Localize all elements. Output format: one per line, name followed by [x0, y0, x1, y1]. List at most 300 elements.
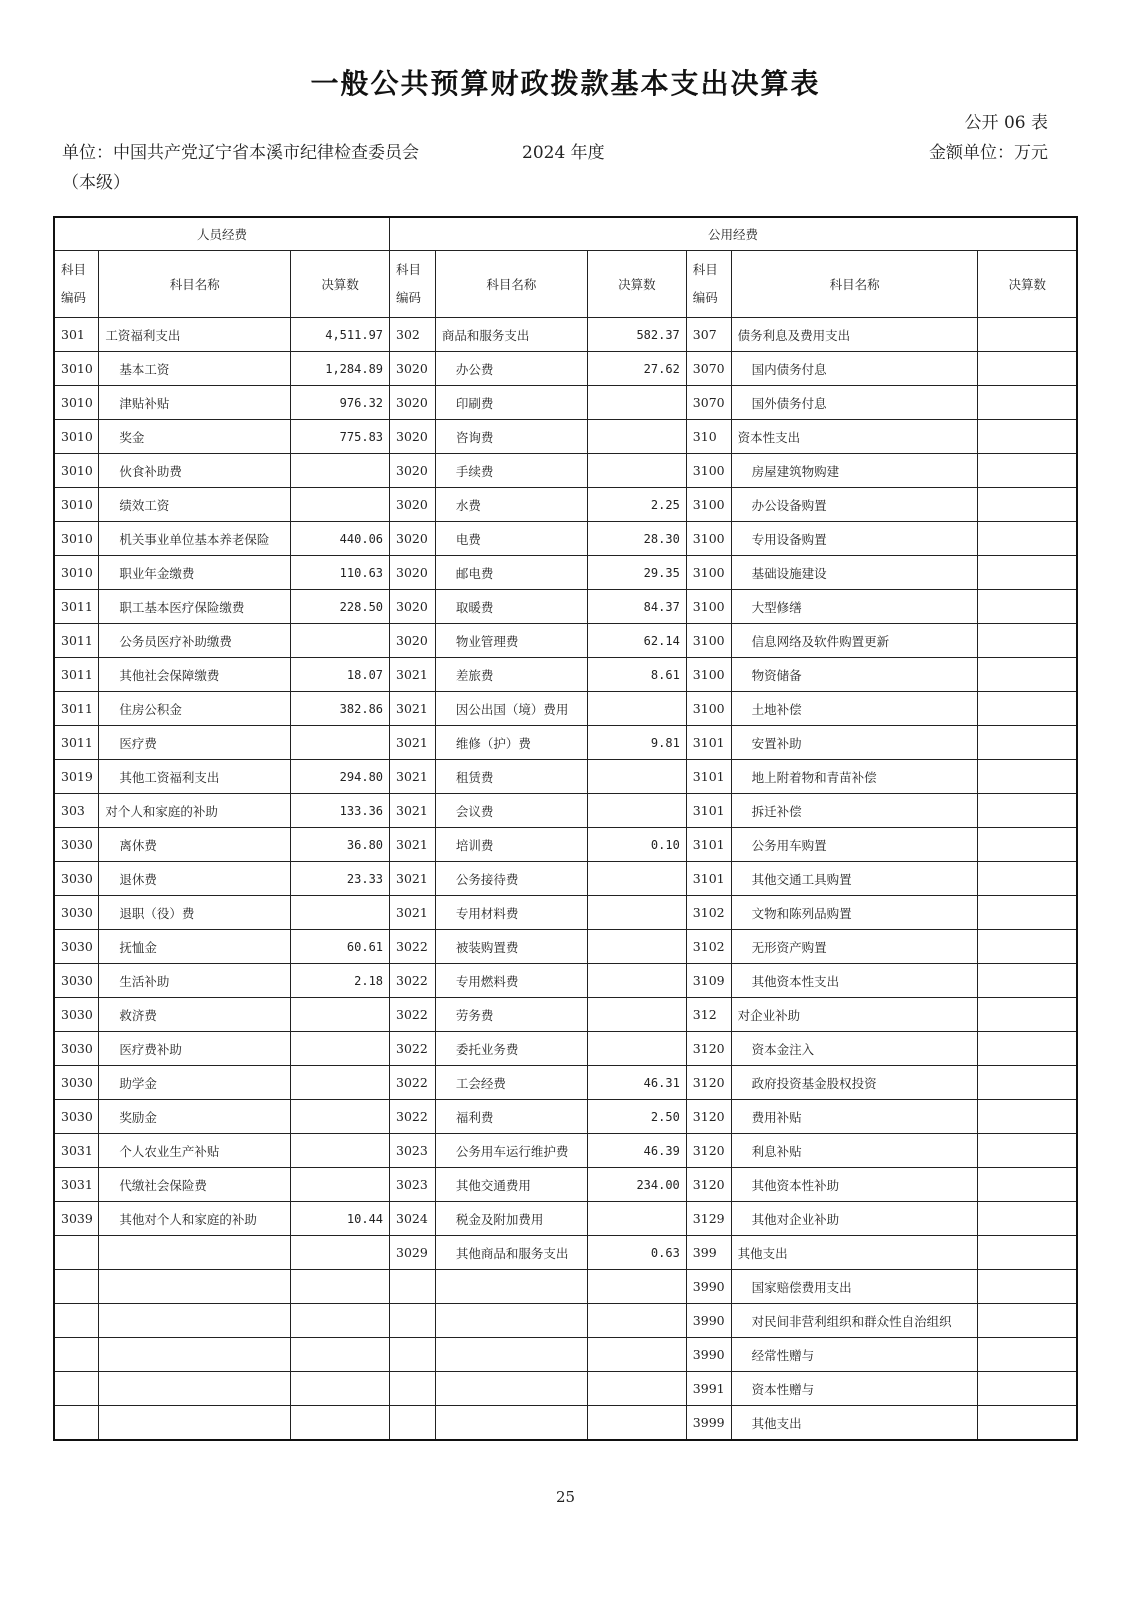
amount-value — [587, 794, 686, 828]
subject-code: 3031 — [54, 1134, 99, 1168]
amount-value — [291, 1304, 390, 1338]
subject-name — [731, 386, 978, 420]
subject-code: 3129 — [686, 1202, 731, 1236]
subject-code: 3100 — [686, 624, 731, 658]
amount-value — [291, 726, 390, 760]
subject-name-text: 抚恤金 — [119, 939, 157, 955]
table-row — [54, 454, 1077, 488]
subject-name — [99, 556, 291, 590]
subject-name — [435, 556, 587, 590]
amount-value — [978, 556, 1077, 590]
subject-name-text: 专用设备购置 — [751, 531, 827, 547]
subject-code: 3990 — [686, 1338, 731, 1372]
amount-value: 775.83 — [291, 420, 390, 454]
subject-code: 3100 — [686, 454, 731, 488]
amount-value — [291, 1338, 390, 1372]
form-number: 公开 06 表 — [964, 113, 1048, 133]
subject-code: 3030 — [54, 896, 99, 930]
table-row — [54, 386, 1077, 420]
amount-value — [291, 624, 390, 658]
name-header: 科目名称 — [99, 251, 291, 318]
table-row — [54, 1304, 1077, 1338]
subject-name-text: 对个人和家庭的补助 — [105, 803, 218, 819]
amount-value — [978, 420, 1077, 454]
subject-name — [435, 760, 587, 794]
subject-name-text: 其他资本性支出 — [751, 973, 840, 989]
fiscal-year: 2024 年度 — [522, 143, 605, 163]
subject-name — [99, 590, 291, 624]
subject-code: 3020 — [390, 624, 436, 658]
subject-name — [435, 896, 587, 930]
subject-name-text: 公务用车运行维护费 — [455, 1143, 569, 1159]
subject-name-text: 医疗费 — [119, 735, 157, 751]
subject-name — [435, 522, 587, 556]
subject-name-text: 印刷费 — [455, 395, 494, 411]
subject-code — [54, 1236, 99, 1270]
subject-name-text: 办公费 — [455, 361, 494, 377]
subject-code: 303 — [54, 794, 99, 828]
amount-value — [291, 1066, 390, 1100]
subject-name-text: 其他商品和服务支出 — [455, 1245, 569, 1261]
subject-name-text: 其他社会保障缴费 — [119, 667, 220, 683]
subject-name — [99, 930, 291, 964]
subject-code: 3020 — [390, 454, 436, 488]
subject-name — [99, 794, 291, 828]
subject-name-text: 水费 — [455, 497, 481, 513]
amount-value — [587, 1270, 686, 1304]
subject-name — [99, 624, 291, 658]
amount-header: 决算数 — [587, 251, 686, 318]
subject-name — [435, 624, 587, 658]
amount-value: 62.14 — [587, 624, 686, 658]
subject-code: 3011 — [54, 692, 99, 726]
subject-name — [435, 1202, 587, 1236]
subject-name-text: 公务员医疗补助缴费 — [119, 633, 232, 649]
amount-value — [978, 318, 1077, 352]
subject-name-text: 拆迁补偿 — [751, 803, 802, 819]
subject-name — [731, 488, 978, 522]
subject-code: 3020 — [390, 352, 436, 386]
subject-name — [731, 420, 978, 454]
subject-name-text: 物业管理费 — [455, 633, 519, 649]
subject-code: 3990 — [686, 1270, 731, 1304]
amount-value: 234.00 — [587, 1168, 686, 1202]
table-row — [54, 896, 1077, 930]
amount-value — [978, 1406, 1077, 1441]
subject-name — [731, 1304, 978, 1338]
subject-code: 301 — [54, 318, 99, 352]
subject-name — [435, 998, 587, 1032]
subject-name — [731, 1236, 978, 1270]
subject-code: 3030 — [54, 862, 99, 896]
amount-value — [587, 1304, 686, 1338]
subject-code: 3021 — [390, 692, 436, 726]
subject-name-text: 对民间非营利组织和群众性自治组织 — [751, 1313, 952, 1329]
subject-name — [731, 896, 978, 930]
subject-name — [731, 828, 978, 862]
amount-value: 46.31 — [587, 1066, 686, 1100]
subject-name — [731, 318, 978, 352]
subject-name-text: 公务用车购置 — [751, 837, 827, 853]
amount-value: 0.10 — [587, 828, 686, 862]
subject-name — [731, 930, 978, 964]
subject-code: 3010 — [54, 522, 99, 556]
subject-code: 3070 — [686, 352, 731, 386]
amount-value — [978, 828, 1077, 862]
page-number: 25 — [555, 1488, 576, 1506]
subject-name — [731, 1372, 978, 1406]
subject-name-text: 委托业务费 — [455, 1041, 519, 1057]
subject-name — [99, 386, 291, 420]
subject-name-text: 其他对个人和家庭的补助 — [119, 1211, 257, 1227]
subject-name-text: 培训费 — [455, 837, 494, 853]
subject-name-text: 差旅费 — [455, 667, 494, 683]
subject-name — [99, 1236, 291, 1270]
table-row — [54, 488, 1077, 522]
amount-value: 228.50 — [291, 590, 390, 624]
table-row — [54, 1168, 1077, 1202]
subject-name — [435, 1304, 587, 1338]
table-row — [54, 760, 1077, 794]
name-header: 科目名称 — [435, 251, 587, 318]
subject-name-text: 助学金 — [119, 1075, 157, 1091]
table-row — [54, 1202, 1077, 1236]
amount-value — [978, 488, 1077, 522]
subject-code: 3010 — [54, 488, 99, 522]
amount-value — [291, 454, 390, 488]
subject-name — [731, 624, 978, 658]
subject-name-text: 被装购置费 — [455, 939, 519, 955]
subject-code: 3101 — [686, 760, 731, 794]
subject-code: 3120 — [686, 1168, 731, 1202]
subject-name-text: 住房公积金 — [119, 701, 182, 717]
subject-code: 3021 — [390, 760, 436, 794]
subject-name — [435, 794, 587, 828]
subject-code: 3029 — [390, 1236, 436, 1270]
subject-name — [99, 420, 291, 454]
subject-name — [99, 1066, 291, 1100]
amount-value: 60.61 — [291, 930, 390, 964]
subject-name-text: 会议费 — [455, 803, 494, 819]
subject-name-text: 手续费 — [455, 463, 494, 479]
amount-value — [587, 930, 686, 964]
subject-code: 3021 — [390, 828, 436, 862]
subject-name — [435, 318, 587, 352]
subject-code: 3021 — [390, 794, 436, 828]
amount-value: 84.37 — [587, 590, 686, 624]
subject-name — [435, 352, 587, 386]
subject-code: 3021 — [390, 896, 436, 930]
subject-code: 3100 — [686, 692, 731, 726]
subject-name-text: 其他交通费用 — [455, 1177, 531, 1193]
amount-value — [587, 454, 686, 488]
subject-name — [731, 1100, 978, 1134]
subject-name-text: 医疗费补助 — [119, 1041, 182, 1057]
name-header: 科目名称 — [731, 251, 978, 318]
subject-name-text: 个人农业生产补贴 — [119, 1143, 220, 1159]
amount-value: 0.63 — [587, 1236, 686, 1270]
amount-value — [291, 1372, 390, 1406]
subject-name — [99, 1338, 291, 1372]
table-row — [54, 420, 1077, 454]
subject-code: 3120 — [686, 1134, 731, 1168]
amount-value — [978, 760, 1077, 794]
amount-value: 28.30 — [587, 522, 686, 556]
amount-header: 决算数 — [978, 251, 1077, 318]
subject-code: 3021 — [390, 726, 436, 760]
subject-name-text: 资本金注入 — [751, 1041, 815, 1057]
subject-code: 3109 — [686, 964, 731, 998]
subject-name — [731, 1032, 978, 1066]
amount-value: 382.86 — [291, 692, 390, 726]
subject-code — [54, 1372, 99, 1406]
column-header-row — [54, 251, 1077, 318]
subject-code: 3100 — [686, 590, 731, 624]
table-row — [54, 1270, 1077, 1304]
amount-value: 29.35 — [587, 556, 686, 590]
subject-code: 3070 — [686, 386, 731, 420]
subject-name — [99, 760, 291, 794]
subject-code: 3102 — [686, 896, 731, 930]
subject-code: 3100 — [686, 488, 731, 522]
subject-name — [731, 454, 978, 488]
table-row — [54, 1134, 1077, 1168]
subject-name-text: 资本性支出 — [737, 429, 801, 445]
subject-name — [99, 1202, 291, 1236]
subject-name-text: 其他对企业补助 — [751, 1211, 840, 1227]
subject-name-text: 其他工资福利支出 — [119, 769, 220, 785]
subject-name-text: 国外债务付息 — [751, 395, 827, 411]
subject-name — [435, 1066, 587, 1100]
subject-code: 3101 — [686, 726, 731, 760]
subject-name-text: 租赁费 — [455, 769, 494, 785]
table-row — [54, 1406, 1077, 1441]
subject-name — [435, 658, 587, 692]
subject-code: 3120 — [686, 1032, 731, 1066]
amount-value: 110.63 — [291, 556, 390, 590]
subject-code: 3011 — [54, 726, 99, 760]
subject-code: 3999 — [686, 1406, 731, 1441]
section-personnel: 人员经费 — [54, 217, 390, 251]
subject-code: 3100 — [686, 522, 731, 556]
amount-header: 决算数 — [291, 251, 390, 318]
amount-value — [291, 1168, 390, 1202]
subject-name-text: 邮电费 — [455, 565, 494, 581]
subject-code — [390, 1270, 436, 1304]
subject-name — [99, 896, 291, 930]
subject-name — [435, 1406, 587, 1441]
subject-code — [54, 1304, 99, 1338]
amount-value — [291, 488, 390, 522]
amount-value: 8.61 — [587, 658, 686, 692]
amount-value: 294.80 — [291, 760, 390, 794]
subject-name-text: 其他资本性补助 — [751, 1177, 840, 1193]
amount-value — [978, 386, 1077, 420]
subject-name — [435, 1236, 587, 1270]
subject-name — [99, 352, 291, 386]
table-row — [54, 828, 1077, 862]
subject-name-text: 土地补偿 — [751, 701, 802, 717]
amount-value — [291, 1100, 390, 1134]
subject-code: 3101 — [686, 828, 731, 862]
subject-name — [731, 1202, 978, 1236]
subject-code: 3100 — [686, 556, 731, 590]
subject-code: 3022 — [390, 1032, 436, 1066]
subject-code: 3010 — [54, 352, 99, 386]
amount-value — [587, 1202, 686, 1236]
amount-value — [587, 998, 686, 1032]
subject-code: 3020 — [390, 420, 436, 454]
subject-name — [435, 1372, 587, 1406]
subject-code: 3101 — [686, 794, 731, 828]
subject-name — [731, 658, 978, 692]
subject-name-text: 公务接待费 — [455, 871, 519, 887]
subject-name — [435, 454, 587, 488]
amount-value — [978, 930, 1077, 964]
subject-code — [54, 1270, 99, 1304]
subject-name-text: 其他交通工具购置 — [751, 871, 852, 887]
table-row — [54, 1032, 1077, 1066]
subject-code: 3022 — [390, 1066, 436, 1100]
subject-name — [99, 1100, 291, 1134]
subject-code: 3020 — [390, 590, 436, 624]
subject-name — [99, 1134, 291, 1168]
subject-code: 310 — [686, 420, 731, 454]
subject-name — [99, 488, 291, 522]
amount-value — [291, 1032, 390, 1066]
amount-value: 23.33 — [291, 862, 390, 896]
subject-name-text: 专用材料费 — [455, 905, 519, 921]
amount-value: 2.25 — [587, 488, 686, 522]
subject-code: 3022 — [390, 964, 436, 998]
amount-value — [978, 590, 1077, 624]
subject-code: 3010 — [54, 386, 99, 420]
subject-name-text: 伙食补助费 — [119, 463, 182, 479]
subject-code: 3102 — [686, 930, 731, 964]
amount-value — [978, 1066, 1077, 1100]
amount-value — [978, 1168, 1077, 1202]
subject-name-text: 费用补贴 — [751, 1109, 802, 1125]
subject-code: 3020 — [390, 386, 436, 420]
subject-code — [390, 1372, 436, 1406]
subject-name — [99, 726, 291, 760]
amount-value — [291, 998, 390, 1032]
subject-code: 3991 — [686, 1372, 731, 1406]
amount-value — [978, 998, 1077, 1032]
subject-name — [731, 998, 978, 1032]
subject-name — [731, 692, 978, 726]
subject-name-text: 文物和陈列品购置 — [751, 905, 852, 921]
expenditure-table — [53, 216, 1078, 1441]
amount-value: 4,511.97 — [291, 318, 390, 352]
subject-name-text: 对企业补助 — [737, 1007, 801, 1023]
subject-name — [435, 692, 587, 726]
table-row — [54, 624, 1077, 658]
amount-value: 10.44 — [291, 1202, 390, 1236]
subject-name — [731, 1134, 978, 1168]
subject-code: 3010 — [54, 556, 99, 590]
subject-name-text: 其他支出 — [737, 1245, 788, 1261]
money-unit: 金额单位：万元 — [929, 143, 1048, 163]
subject-name-text: 代缴社会保险费 — [119, 1177, 207, 1193]
subject-name-text: 机关事业单位基本养老保险 — [119, 531, 270, 547]
subject-name-text: 绩效工资 — [119, 497, 170, 513]
subject-name-text: 救济费 — [119, 1007, 157, 1023]
amount-value — [587, 386, 686, 420]
subject-code: 3020 — [390, 556, 436, 590]
amount-value — [978, 352, 1077, 386]
subject-name-text: 基本工资 — [119, 361, 170, 377]
subject-name-text: 离休费 — [119, 837, 157, 853]
amount-value — [978, 1100, 1077, 1134]
subject-code: 3030 — [54, 998, 99, 1032]
subject-code: 3030 — [54, 930, 99, 964]
amount-value: 27.62 — [587, 352, 686, 386]
subject-code: 3030 — [54, 828, 99, 862]
subject-code: 3022 — [390, 998, 436, 1032]
amount-value: 133.36 — [291, 794, 390, 828]
unit-label-suffix: （本级） — [62, 173, 130, 193]
amount-value — [587, 1406, 686, 1441]
subject-name — [99, 522, 291, 556]
subject-name — [99, 1304, 291, 1338]
subject-code: 3101 — [686, 862, 731, 896]
table-row — [54, 998, 1077, 1032]
subject-name — [731, 964, 978, 998]
subject-name — [99, 692, 291, 726]
subject-code: 3030 — [54, 1032, 99, 1066]
amount-value — [978, 692, 1077, 726]
subject-name-text: 商品和服务支出 — [441, 327, 530, 343]
table-row — [54, 352, 1077, 386]
unit-label: 单位：中国共产党辽宁省本溪市纪律检查委员会 — [62, 143, 419, 163]
amount-value — [978, 624, 1077, 658]
amount-value — [587, 420, 686, 454]
subject-name — [99, 658, 291, 692]
table-row — [54, 964, 1077, 998]
subject-name — [435, 862, 587, 896]
subject-code — [390, 1406, 436, 1441]
amount-value — [587, 964, 686, 998]
subject-name-text: 无形资产购置 — [751, 939, 827, 955]
subject-code: 3011 — [54, 590, 99, 624]
amount-value: 582.37 — [587, 318, 686, 352]
amount-value: 1,284.89 — [291, 352, 390, 386]
subject-name-text: 地上附着物和青苗补偿 — [751, 769, 877, 785]
subject-name-text: 电费 — [455, 531, 481, 547]
subject-name-text: 福利费 — [455, 1109, 494, 1125]
table-row — [54, 1372, 1077, 1406]
table-row — [54, 1338, 1077, 1372]
subject-code: 3020 — [390, 488, 436, 522]
subject-code — [390, 1338, 436, 1372]
subject-name — [435, 828, 587, 862]
subject-name-text: 办公设备购置 — [751, 497, 827, 513]
subject-name-text: 资本性赠与 — [751, 1381, 815, 1397]
subject-name — [435, 1338, 587, 1372]
subject-name — [435, 420, 587, 454]
subject-code: 3023 — [390, 1168, 436, 1202]
subject-code: 3021 — [390, 862, 436, 896]
subject-name — [99, 964, 291, 998]
amount-value — [978, 1338, 1077, 1372]
table-row — [54, 862, 1077, 896]
subject-name-text: 奖励金 — [119, 1109, 157, 1125]
amount-value — [978, 726, 1077, 760]
subject-name-text: 安置补助 — [751, 735, 802, 751]
subject-name-text: 因公出国（境）费用 — [455, 701, 569, 717]
subject-code: 399 — [686, 1236, 731, 1270]
